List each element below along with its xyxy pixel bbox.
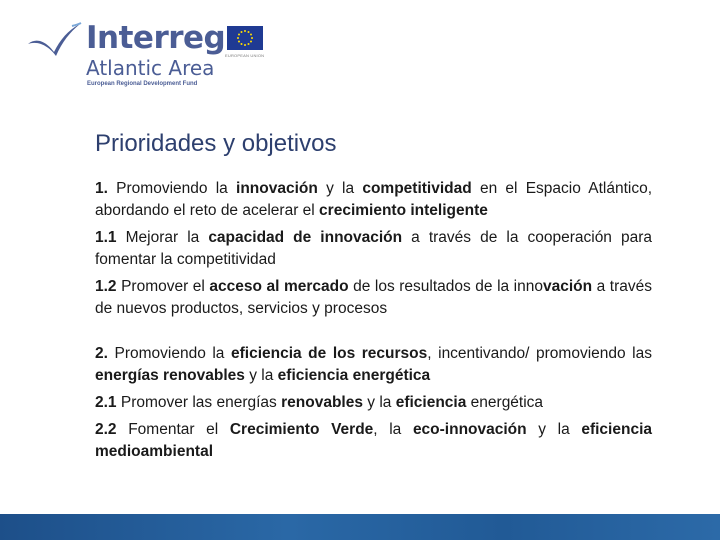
- priority-text-bold: 2.: [95, 345, 108, 362]
- priority-item: [95, 178, 652, 222]
- priority-text-bold: eco-innovación: [412, 421, 527, 438]
- priority-text: a través de nuevos productos, servicios y procesos: [95, 278, 652, 317]
- priority-item: [95, 343, 652, 387]
- priority-item: [95, 276, 652, 320]
- brand-name: Interreg: [86, 20, 226, 56]
- priority-text-bold: 1.1: [95, 229, 117, 246]
- priority-text: y la: [244, 367, 278, 384]
- priority-text-bold: eficiencia energética: [277, 367, 431, 384]
- priority-text: a través de la cooperación para fomentar la competitividad: [95, 229, 652, 268]
- priority-text: Promoviendo la: [107, 180, 237, 197]
- priority-text: energética: [466, 394, 544, 411]
- priority-text-bold: eficiencia de los recursos: [230, 345, 428, 362]
- priority-text: y la: [526, 421, 582, 438]
- priority-text: , incentivando/ promoviendo las: [427, 345, 652, 362]
- swoosh-logo-icon: [26, 22, 82, 58]
- priority-text-bold: competitividad: [362, 180, 472, 197]
- priority-text: , la: [373, 421, 413, 438]
- priority-text-bold: Crecimiento Verde: [229, 421, 374, 438]
- priority-text: Promover las energías: [116, 394, 282, 411]
- priority-text-bold: renovables: [281, 394, 363, 411]
- footer-bar: [0, 514, 720, 540]
- priority-text: y la: [317, 180, 363, 197]
- priority-text: en el Espacio Atlántico, abordando el reto de acelerar el: [95, 180, 652, 219]
- priority-text-bold: vación: [542, 278, 593, 295]
- page-title: Prioridades y objetivos: [95, 130, 337, 157]
- priority-text: y la: [362, 394, 396, 411]
- priorities-list: [95, 178, 652, 468]
- priority-item: [95, 227, 652, 271]
- priority-text-bold: 1.2: [95, 278, 117, 295]
- priority-text: Mejorar la: [116, 229, 209, 246]
- fund-name: European Regional Development Fund: [87, 81, 198, 87]
- priority-text-bold: eficiencia medioambiental: [95, 421, 652, 460]
- eu-flag-icon: [227, 26, 263, 50]
- priority-text-bold: acceso al mercado: [209, 278, 349, 295]
- priority-text: de los resultados de la inno: [348, 278, 543, 295]
- priority-text: Promoviendo la: [107, 345, 231, 362]
- priority-text-bold: crecimiento inteligente: [319, 202, 488, 219]
- eu-caption: EUROPEAN UNION: [225, 53, 265, 58]
- interreg-logo: [26, 18, 276, 90]
- priority-text: Promover el: [116, 278, 210, 295]
- priority-text-bold: 2.2: [95, 421, 117, 438]
- priority-text-bold: 1.: [95, 180, 108, 197]
- priority-text: Fomentar el: [116, 421, 230, 438]
- priority-text-bold: eficiencia: [395, 394, 467, 411]
- priority-text-bold: capacidad de innovación: [208, 229, 403, 246]
- priority-item: [95, 392, 652, 414]
- priority-text-bold: energías renovables: [95, 367, 245, 384]
- priority-text-bold: innovación: [236, 180, 318, 197]
- region-name: Atlantic Area: [86, 56, 215, 80]
- priority-item: [95, 419, 652, 463]
- priority-text-bold: 2.1: [95, 394, 117, 411]
